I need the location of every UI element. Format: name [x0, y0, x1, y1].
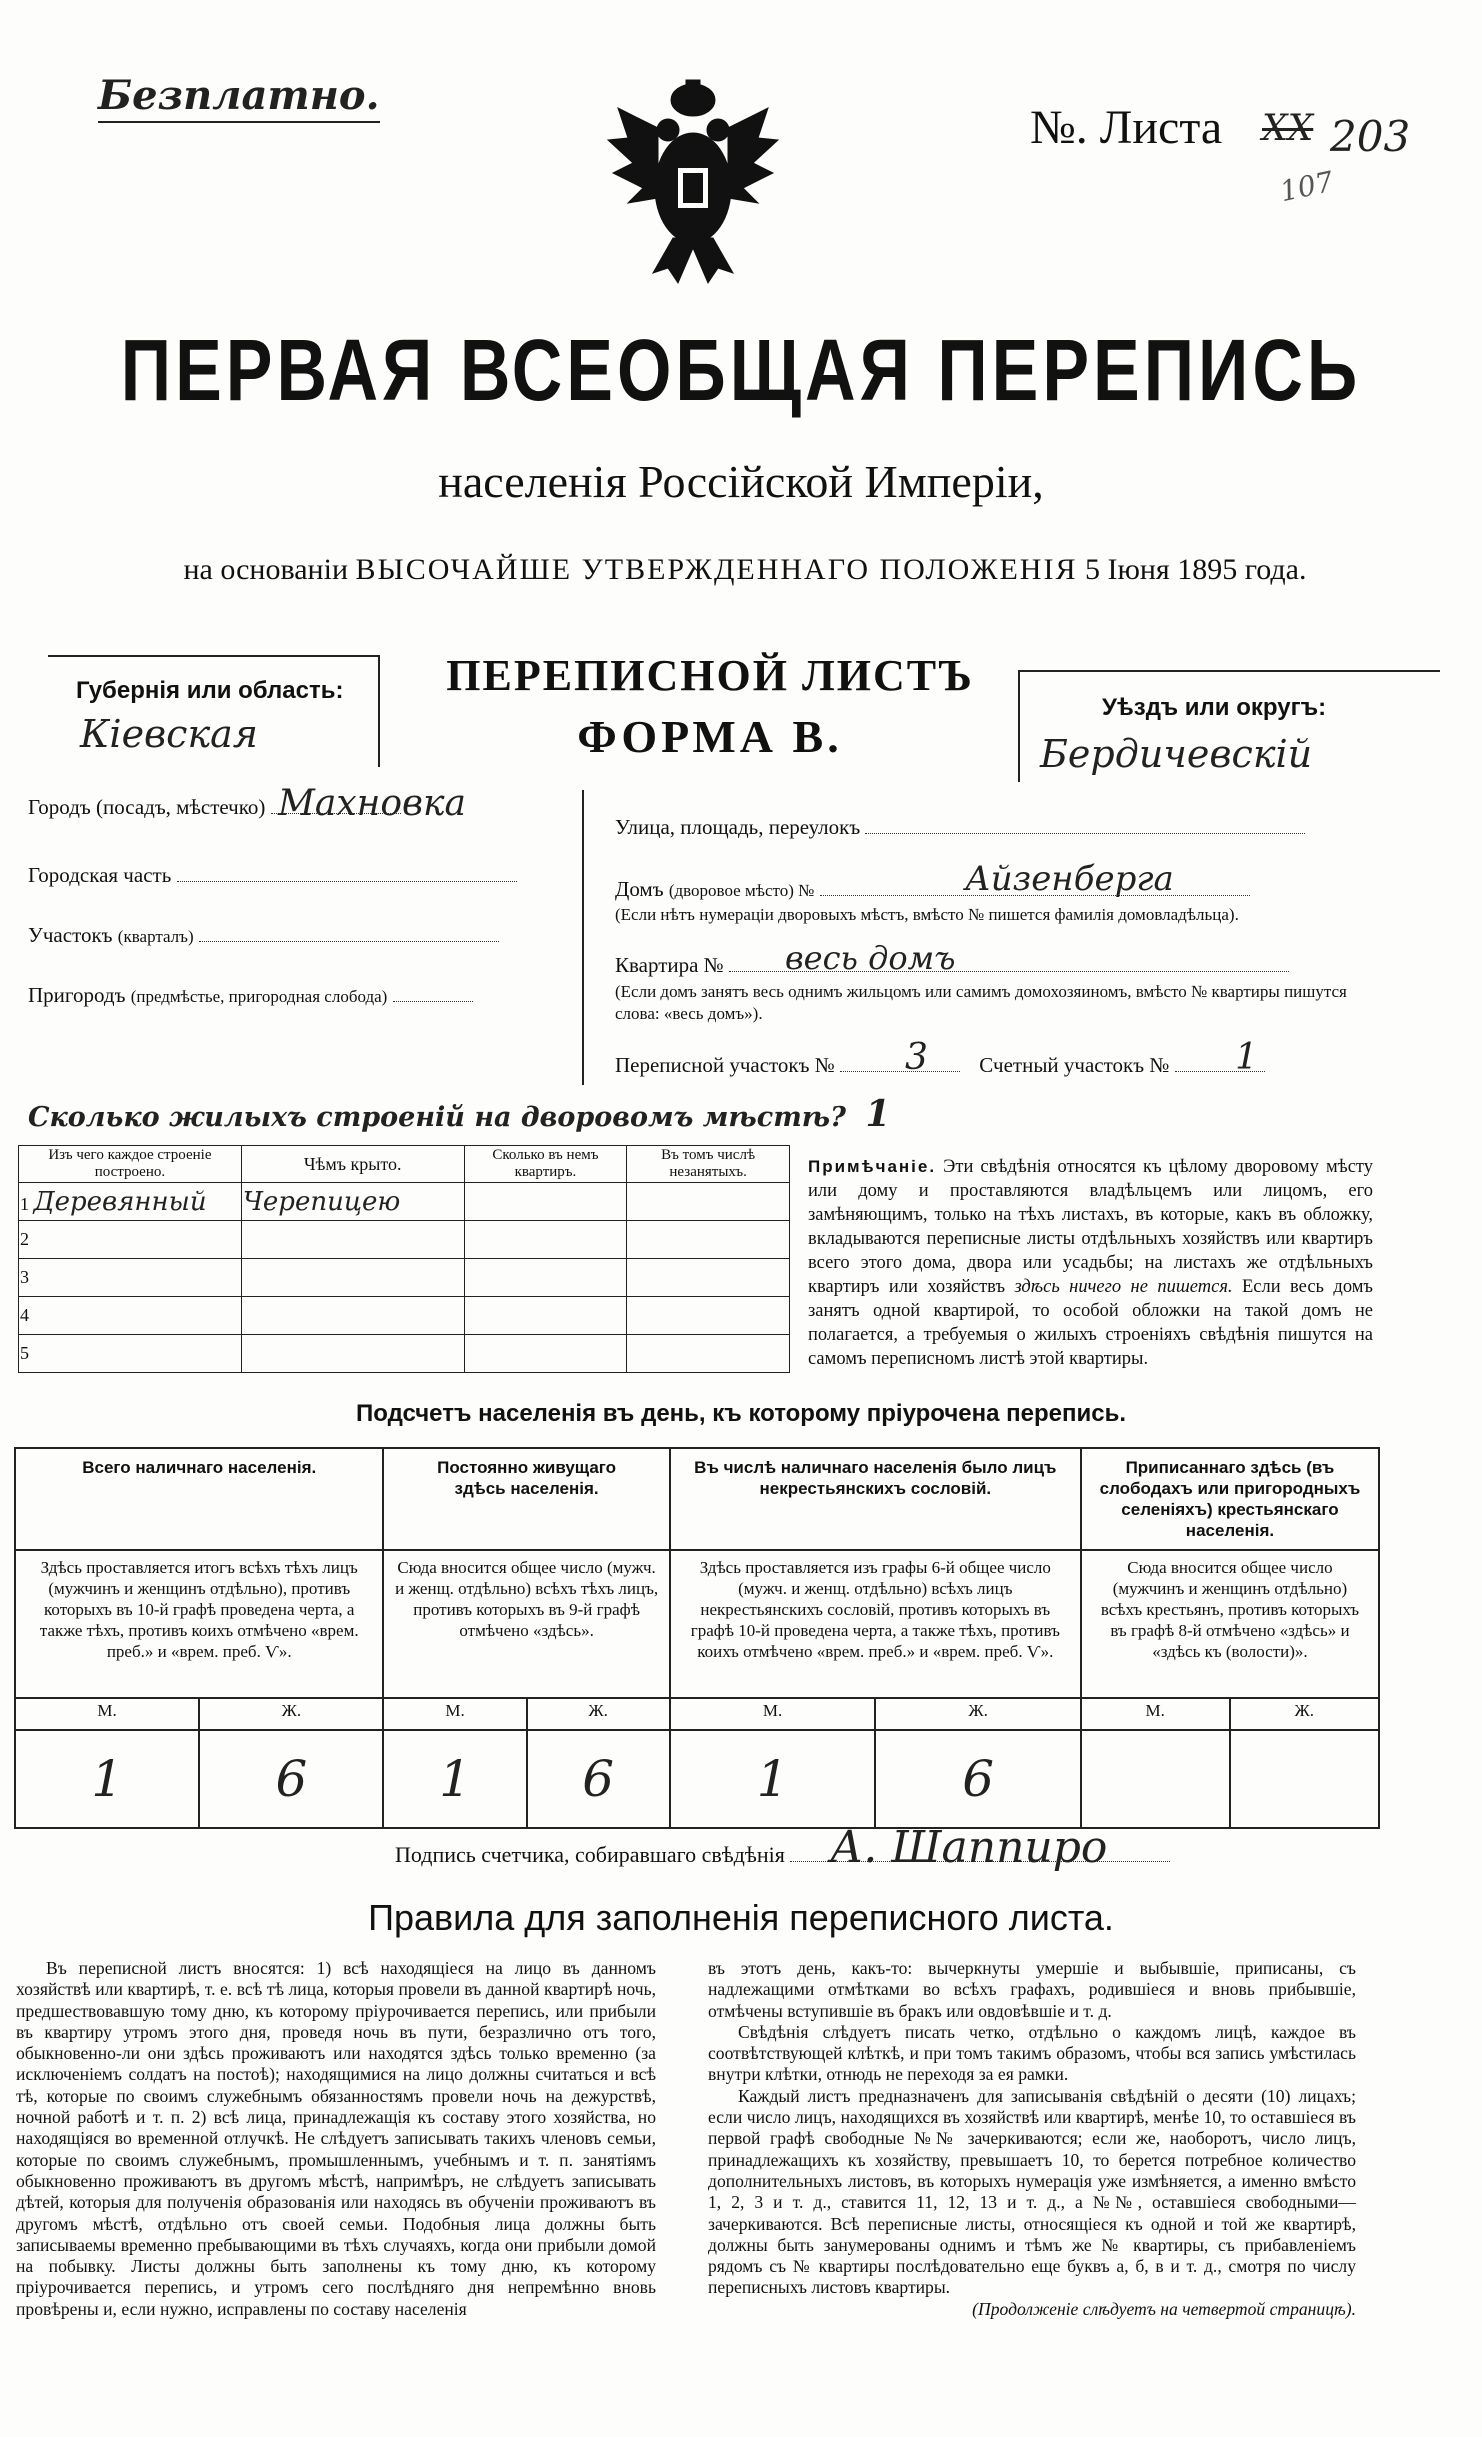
address-right: [615, 815, 1375, 1093]
legal-basis: [80, 553, 1410, 587]
pop-col2-m-label: М.: [383, 1698, 526, 1730]
vacant-value: [627, 1297, 790, 1335]
pop-col2-m-value: 1: [383, 1730, 526, 1828]
uchastok-dots: [199, 941, 499, 942]
vacant-value: [627, 1259, 790, 1297]
buildings-cell-material: [19, 1335, 242, 1373]
buildings-row: [19, 1297, 790, 1335]
rules-right-para-2: Свѣдѣнія слѣдуетъ писать четко, отдѣльно о каждомъ лицѣ, каждое въ соотвѣтствующей клѣткѣ, и при томъ такимъ образомъ, чтобы вся запись умѣстилась внутри клѣтки, отнюдь не переходя за ея рамки.: [708, 2021, 1356, 2085]
buildings-header-roof: Чѣмъ крыто.: [241, 1146, 464, 1183]
census-district-dots: [840, 1071, 960, 1072]
legal-basis-caps: ВЫСОЧАЙШЕ УТВЕРЖДЕННАГО ПОЛОЖЕНІЯ: [355, 553, 1078, 586]
buildings-header-apts: Сколько въ немъ квартиръ.: [464, 1146, 627, 1183]
row-number: 1: [20, 1193, 29, 1214]
uchastok-row: [28, 923, 568, 983]
row-number: 3: [20, 1267, 29, 1287]
buildings-header-material: Изъ чего каждое строеніе построено.: [19, 1146, 242, 1183]
legal-basis-date: 5 Іюня 1895 года.: [1084, 553, 1307, 586]
guberniya-box: [48, 655, 380, 767]
roof-value: [241, 1297, 464, 1335]
rules-right-para-1: въ этотъ день, какъ-то: вычеркнуты умершіе и выбывшіе, приписаны, съ надлежащими отмѣтками во всѣхъ графахъ, родившіеся и вновь прибывшіе, отмѣчены вступившіе въ бракъ или овдовѣвшіе и т. д.: [708, 1958, 1356, 2021]
uchastok-label: Участокъ: [28, 923, 113, 947]
pop-col4-f-value: [1230, 1730, 1379, 1828]
imperial-eagle-emblem: [598, 78, 788, 288]
street-dots: [865, 833, 1305, 834]
pop-col3-f-label: Ж.: [875, 1698, 1081, 1730]
count-district-label: Счетный участокъ №: [979, 1053, 1170, 1077]
buildings-note-italic: здѣсь ничего не пишется.: [1014, 1277, 1233, 1297]
guberniya-label: Губернія или область:: [76, 677, 344, 704]
pop-col4-f-label: Ж.: [1230, 1698, 1379, 1730]
buildings-table: [18, 1145, 790, 1373]
buildings-note-head: Примѣчаніе.: [808, 1157, 937, 1176]
page-subtitle: населенія Россійской Имперіи,: [438, 456, 1044, 507]
pop-col1-desc: Здѣсь проставляется итогъ всѣхъ тѣхъ лицъ (мужчинъ и женщинъ отдѣльно), противъ которыхъ въ 10-й графѣ проведена черта, а также тѣхъ, противъ коихъ отмѣчено «врем. преб.» и «врем. преб. Ѵ».: [15, 1550, 383, 1698]
pop-col4-head: Приписаннаго здѣсь (въ слободахъ или пригородныхъ селеніяхъ) крестьянскаго населенія.: [1081, 1448, 1379, 1550]
suburb-label: Пригородъ: [28, 983, 126, 1007]
buildings-answer: 1: [865, 1093, 891, 1135]
census-district-label: Переписной участокъ №: [615, 1053, 835, 1077]
apt-hint: (Если домъ занятъ весь однимъ жильцомъ или самимъ домохозяиномъ, вмѣсто № квартиры пишутся слова: «весь домъ»).: [615, 982, 1347, 1023]
buildings-note: [808, 1155, 1373, 1371]
population-table: [14, 1447, 1380, 1829]
signature-label: Подпись счетчика, собиравшаго свѣдѣнія: [395, 1842, 785, 1867]
apt-value: весь домъ: [785, 939, 956, 977]
roof-value: [241, 1335, 464, 1373]
uchastok-note: (кварталъ): [117, 927, 194, 946]
guberniya-value: Кіевская: [80, 712, 258, 756]
roof-value: Черепицею: [241, 1183, 464, 1221]
row-number: 5: [20, 1343, 29, 1363]
population-title: Подсчетъ населенія въ день, къ которому пріурочена перепись.: [356, 1400, 1126, 1427]
suburb-row: [28, 983, 568, 1043]
buildings-row: [19, 1221, 790, 1259]
pop-col4-m-value: [1081, 1730, 1230, 1828]
address-left: [28, 783, 568, 1043]
uezd-label: Уѣздъ или округъ:: [1102, 694, 1327, 721]
address-divider: [582, 790, 584, 1085]
vacant-value: [627, 1335, 790, 1373]
pop-col3-desc: Здѣсь проставляется изъ графы 6-й общее число (мужч. и женщ. отдѣльно) всѣхъ лицъ некрестьянскихъ сословій, противъ которыхъ въ графѣ 10-й проведена черта, а также тѣхъ, противъ коихъ отмѣчено «врем. преб.» и «врем. преб. Ѵ».: [670, 1550, 1081, 1698]
city-part-label: Городская часть: [28, 863, 172, 887]
vacant-value: [627, 1221, 790, 1259]
pop-col2-f-label: Ж.: [527, 1698, 670, 1730]
apts-value: [464, 1183, 627, 1221]
pop-col3-f-value: 6: [875, 1730, 1081, 1828]
page-title: ПЕРВАЯ ВСЕОБЩАЯ ПЕРЕПИСЬ: [120, 321, 1362, 419]
form-label: ФОРМА В.: [577, 711, 843, 762]
buildings-row: [19, 1335, 790, 1373]
pop-col1-f-value: 6: [199, 1730, 383, 1828]
street-label: Улица, площадь, переулокъ: [615, 815, 861, 839]
row-number: 2: [20, 1229, 29, 1249]
count-district-value: 1: [1235, 1037, 1258, 1078]
rules-continuation: (Продолженіе слѣдуетъ на четвертой страницѣ).: [972, 2298, 1356, 2319]
suburb-dots: [393, 1001, 473, 1002]
house-label: Домъ: [615, 877, 664, 901]
roof-value: [241, 1221, 464, 1259]
rules-right-column: [708, 1958, 1356, 2320]
apt-label: Квартира №: [615, 953, 724, 977]
buildings-note-tail: Если весь домъ занятъ одной квартирой, то особой обложки на такой домъ не полагается, а требуемыя о жилыхъ строеніяхъ свѣдѣнія пишутся на самомъ переписномъ листѣ этой квартиры.: [808, 1277, 1373, 1369]
pop-col1-m-value: 1: [15, 1730, 199, 1828]
legal-basis-prefix: на основаніи: [183, 553, 349, 586]
pop-col3-m-label: М.: [670, 1698, 876, 1730]
material-value: Деревянный: [33, 1186, 207, 1217]
pop-col1-m-label: М.: [15, 1698, 199, 1730]
suburb-note: (предмѣстье, пригородная слобода): [130, 987, 388, 1006]
uezd-box: [1018, 670, 1440, 782]
apts-value: [464, 1335, 627, 1373]
buildings-question: [28, 1093, 890, 1135]
apts-value: [464, 1259, 627, 1297]
sheet-number-value: 203: [1330, 112, 1411, 161]
buildings-row: [19, 1259, 790, 1297]
city-part-dots: [177, 881, 517, 882]
signature-value: А. Шаппиро: [830, 1822, 1108, 1873]
roof-value: [241, 1259, 464, 1297]
pop-col1-head: Всего наличнаго населенія.: [15, 1448, 383, 1550]
uezd-value: Бердичевскій: [1040, 732, 1313, 776]
districts-row: [615, 1037, 1375, 1093]
house-value: Айзенберга: [965, 859, 1174, 899]
house-row: [615, 859, 1375, 905]
pop-col2-f-value: 6: [527, 1730, 670, 1828]
buildings-note-text: Эти свѣдѣнія относятся къ цѣлому дворовому мѣсту или дому и проставляются владѣльцемъ или лицомъ, его замѣняющимъ, только на тѣхъ листахъ, въ которые, какъ въ обложку, вкладываются переписные листы отдѣльныхъ хозяйствъ или квартиръ всего этого дома, двора или усадьбы; на листахъ же отдѣльныхъ квартиръ или хозяйствъ: [808, 1157, 1373, 1297]
rules-right-para-3: Каждый листъ предназначенъ для записыванія свѣдѣній о десяти (10) лицахъ; если число лицъ, находящихся въ хозяйствѣ или квартирѣ, менѣе 10, то оставшіеся въ первой графѣ свободные №№ зачеркиваются; если же, наоборотъ, число лицъ, принадлежащихъ къ хозяйству, превышаетъ 10, то берется потребное количество дополнительныхъ листовъ, въ которыхъ нумерація уже измѣняется, а именно вмѣсто 1, 2, 3 и т. д., ставится 11, 12, 13 и т. д., а №№, оставшіеся свободными—зачеркиваются. Всѣ переписные листы, относящіеся къ одной и той же квартирѣ, должны быть занумерованы однимъ и тѣмъ же № квартиры, съ прибавленіемъ рядомъ съ № квартиры послѣдовательно еще буквъ а, б, в и т. д., смотря по числу переписныхъ листовъ квартиры.: [708, 2085, 1356, 2298]
city-part-row: [28, 863, 568, 923]
pop-col4-m-label: М.: [1081, 1698, 1230, 1730]
house-hint: (Если нѣтъ нумераціи дворовыхъ мѣстъ, вмѣсто № пишется фамилія домовладѣльца).: [615, 905, 1239, 924]
sheet-number-label: №. Листа: [1030, 101, 1223, 154]
buildings-cell-material: [19, 1297, 242, 1335]
buildings-question-text: Сколько жилыхъ строеній на дворовомъ мѣстѣ?: [28, 1102, 846, 1133]
apt-row: [615, 939, 1375, 981]
census-district-value: 3: [905, 1037, 928, 1078]
rules-left-column: Въ переписной листъ вносятся: 1) всѣ находящіеся на лицо въ данномъ хозяйствѣ или квартирѣ, т. е. всѣ тѣ лица, которыя провели въ данной квартирѣ ночь, предшествовавшую тому дню, къ которому пріурочивается перепись, или прибыли въ квартиру утромъ этого дня, проведя ночь въ пути, безразлично отъ того, обыкновенно-ли они здѣсь проживаютъ или находятся здѣсь только временно (за исключеніемъ солдатъ на постоѣ); находящимися на лицо должны считаться и всѣ тѣ, которые по своимъ служебнымъ обязанностямъ провели ночь на дежурствѣ, ночной работѣ и т. п. 2) всѣ лица, принадлежащія къ составу этого хозяйства, но находящіяся во временной отлучкѣ. Не слѣдуетъ записывать такихъ членовъ семьи, которые по своимъ служебнымъ, промышленнымъ, учебнымъ и т. п. занятіямъ обыкновенно проживаютъ въ другомъ мѣстѣ, напримѣръ, не слѣдуетъ записывать дѣтей, которыя для полученія образованія или находясь въ обученіи проживаютъ въ другомъ мѣстѣ, отдѣльно отъ своей семьи. Подобныя лица должны быть записываемы временно пребывающими въ тѣхъ случаяхъ, когда они прибыли домой на побывку. Листы должны быть заполнены къ тому дню, къ которому пріурочивается перепись, и утромъ сего послѣдняго дня непремѣнно вновь провѣрены и, если нужно, исправлены по составу населенія: [16, 1958, 656, 2319]
sheet-number-struck: XX: [1262, 108, 1314, 149]
pop-col1-f-label: Ж.: [199, 1698, 383, 1730]
pop-col3-head: Въ числѣ наличнаго населенія было лицъ некрестьянскихъ сословій.: [670, 1448, 1081, 1550]
pop-col3-m-value: 1: [670, 1730, 876, 1828]
buildings-cell-material: [19, 1221, 242, 1259]
free-label: Безплатно.: [98, 72, 380, 123]
apts-value: [464, 1221, 627, 1259]
house-note: (дворовое мѣсто) №: [668, 881, 815, 900]
sheet-type-title: ПЕРЕПИСНОЙ ЛИСТЪ: [446, 651, 974, 700]
buildings-row: [19, 1183, 790, 1221]
buildings-cell-material: [19, 1259, 242, 1297]
pop-col4-desc: Сюда вносится общее число (мужчинъ и женщинъ отдѣльно) всѣхъ крестьянъ, противъ которыхъ въ графѣ 8-й отмѣчено «здѣсь» и «здѣсь къ (волости)».: [1081, 1550, 1379, 1698]
rules-title: Правила для заполненія переписного листа.: [368, 1897, 1114, 1938]
city-row: [28, 783, 568, 863]
sheet-number-note: 107: [1277, 164, 1337, 209]
pop-col2-head: Постоянно живущаго здѣсь населенія.: [383, 1448, 669, 1550]
buildings-cell-material: [19, 1183, 242, 1221]
pop-col2-desc: Сюда вносится общее число (мужч. и женщ. отдѣльно) всѣхъ тѣхъ лицъ, противъ которыхъ въ 9-й графѣ отмѣчено «здѣсь».: [383, 1550, 669, 1698]
city-label: Городъ (посадъ, мѣстечко): [28, 795, 266, 819]
city-value: Махновка: [278, 783, 466, 824]
row-number: 4: [20, 1305, 29, 1325]
vacant-value: [627, 1183, 790, 1221]
apts-value: [464, 1297, 627, 1335]
buildings-header-vacant: Въ томъ числѣ незанятыхъ.: [627, 1146, 790, 1183]
